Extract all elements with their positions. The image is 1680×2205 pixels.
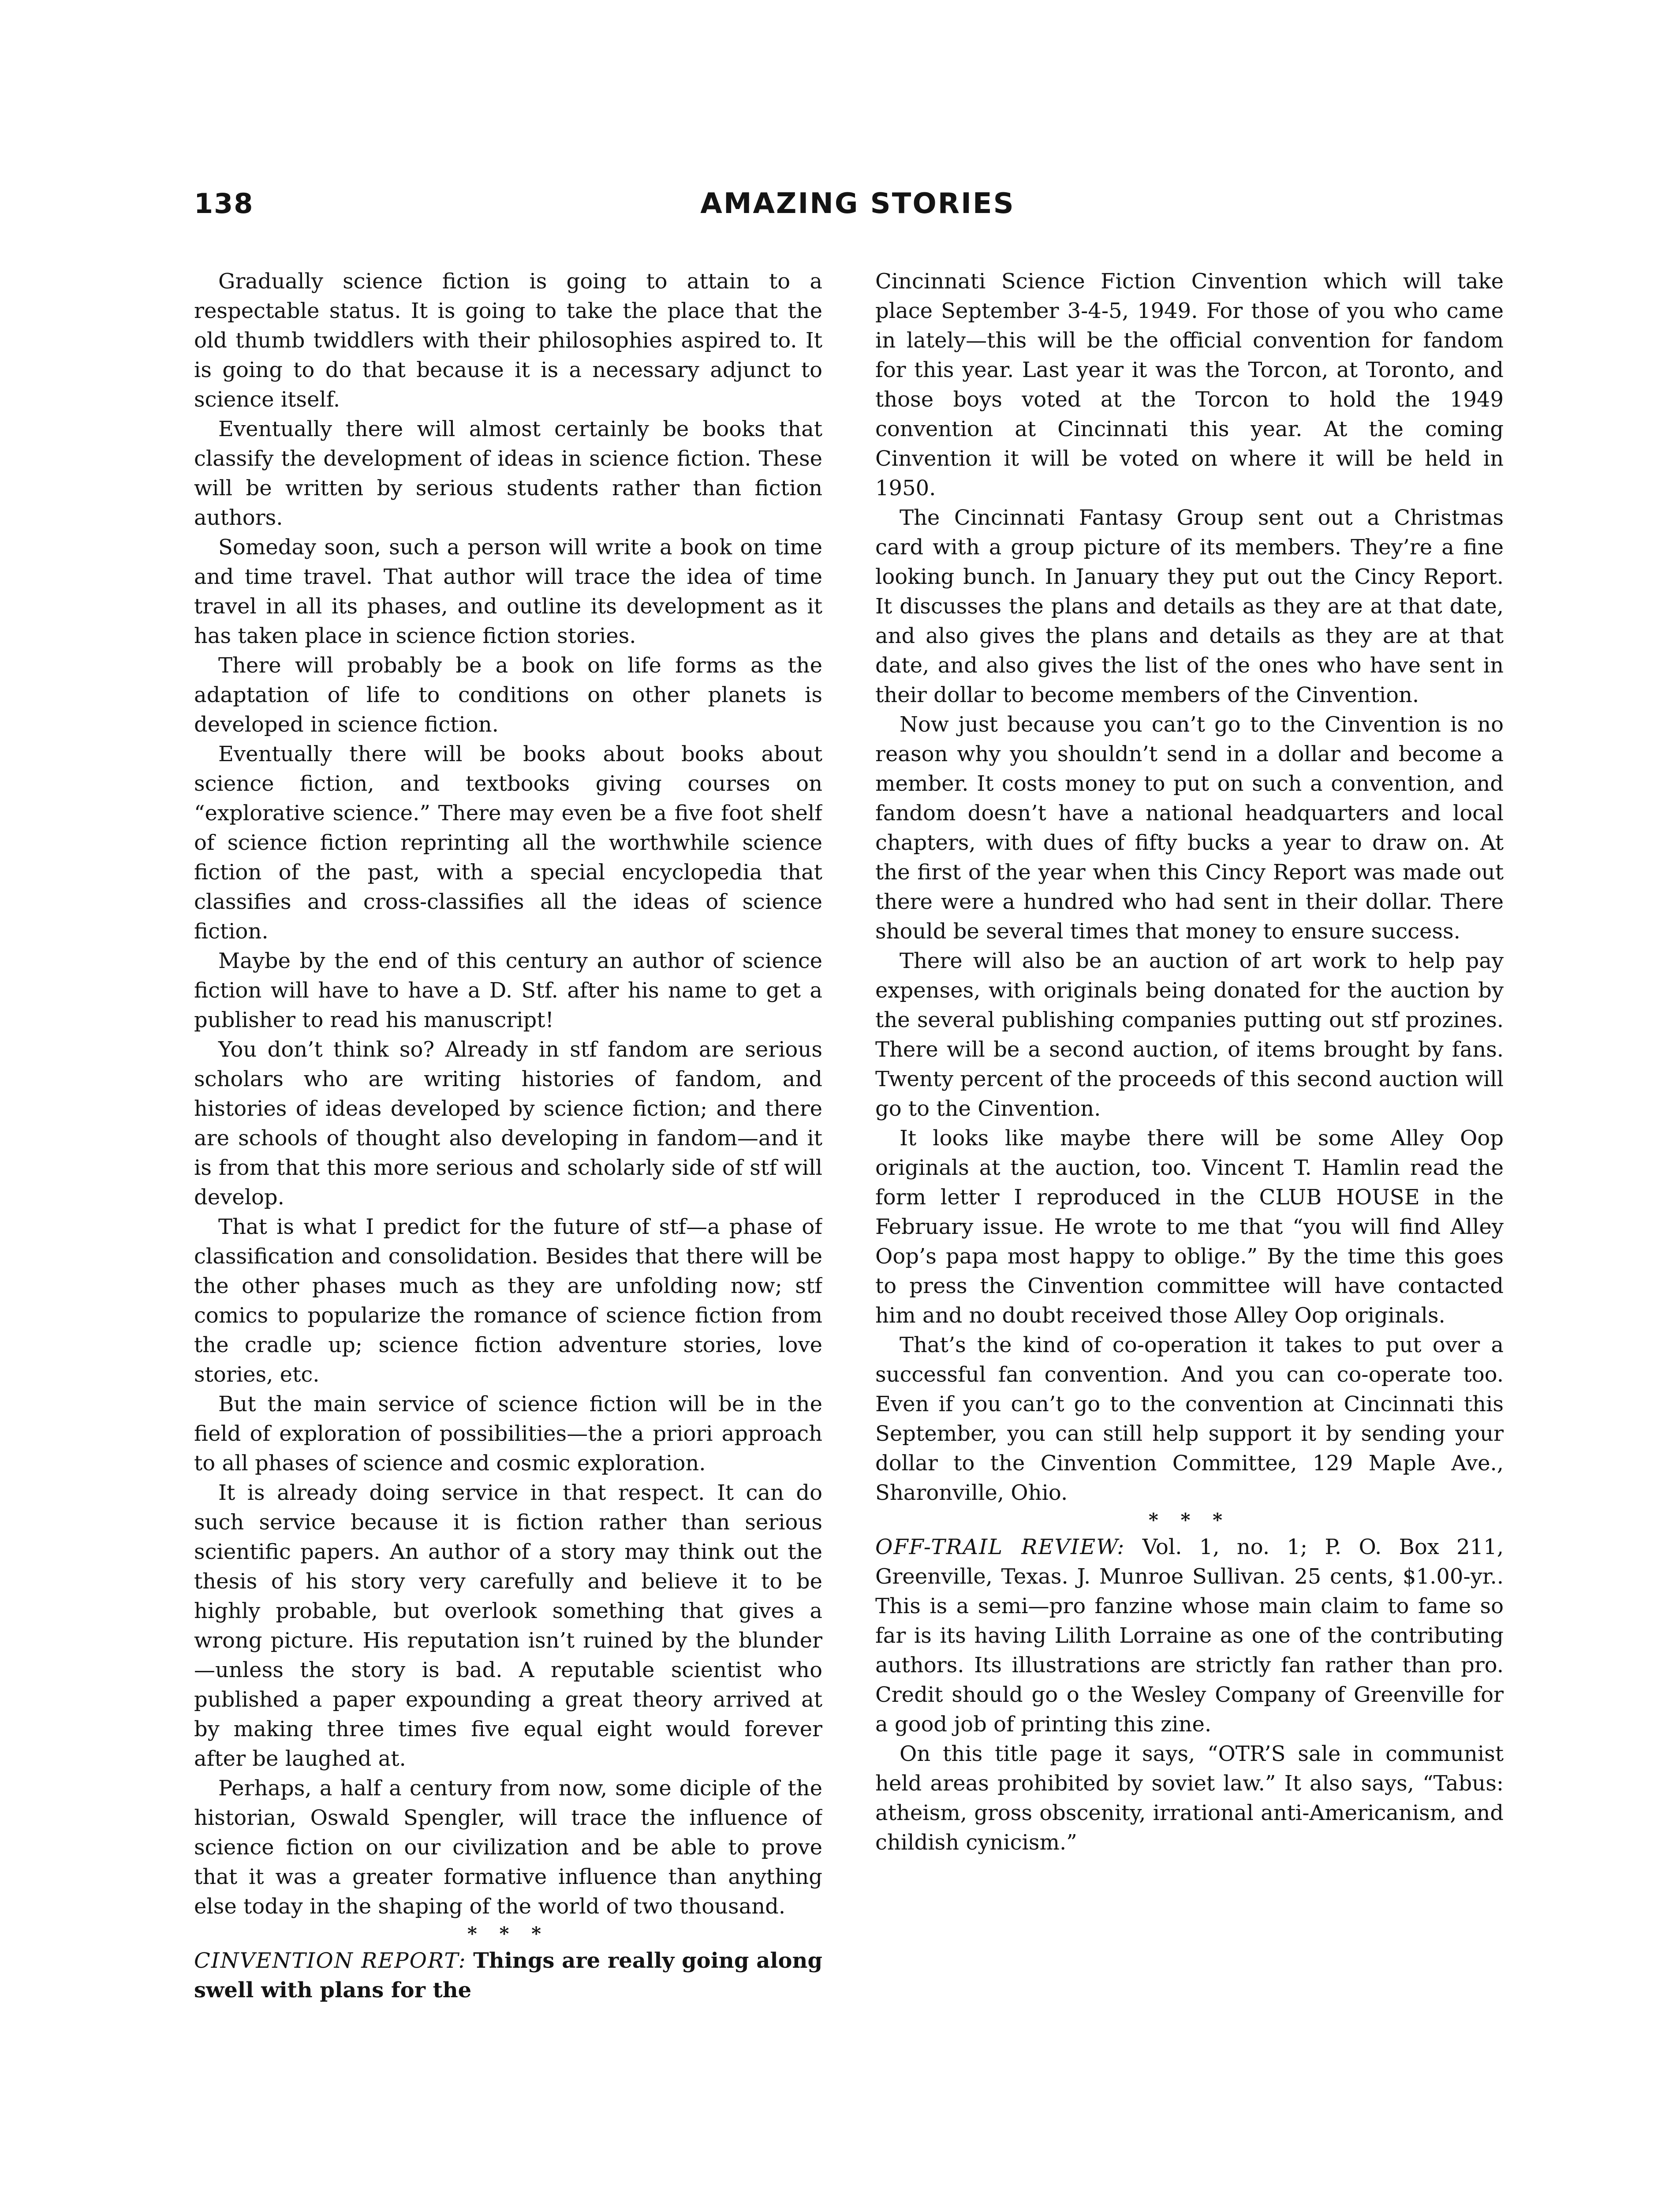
page-number: 138 — [194, 187, 254, 220]
cinvention-report-title: CINVENTION REPORT: — [194, 1948, 467, 1973]
paragraph: Eventually there will be books about books about science fiction, and textbooks giving courses on “explorative science.” There may even be a five foot shelf of science fiction reprinting all the worthwhile science fiction of the past, with a special encyclopedia that classifies and cross-classifies all the ideas of science fiction. — [194, 742, 822, 944]
running-title: AMAZING STORIES — [700, 187, 1015, 220]
off-trail-review-text: Vol. 1, no. 1; P. O. Box 211, Greenville, Texas. J. Munroe Sullivan. 25 cents, $1.00-yr.. This is a semi—pro fanzine whose main claim to fame so far is its having Lilith Lorraine as one of the contributing authors. Its illustrations are strictly fan rather than pro. Credit should go o the Wesley Company of Greenville for a good job of printing this zine. — [875, 1535, 1504, 1737]
paragraph: There will also be an auction of art work to help pay expenses, with originals being donated for the auction by the several publishing companies putting out stf prozines. There will be a second auction, of items brought by fans. Twenty percent of the proceeds of this second auction will go to the Cinvention. — [875, 949, 1504, 1121]
paragraph: The Cincinnati Fantasy Group sent out a Christmas card with a group picture of its members. They’re a fine looking bunch. In January they put out the Cincy Report. It discusses the plans and details as they are at that date, and also gives the plans and details as they are at that date, and also gives the list of the ones who have sent in their dollar to become members of the Cinvention. — [875, 505, 1504, 707]
section-separator: * * * — [467, 1923, 549, 1944]
paragraph: It looks like maybe there will be some Alley Oop originals at the auction, too. Vincent T. Hamlin read the form letter I reproduced in the CLUB HOUSE in the February issue. He wrote to me that “you will find Alley Oop’s papa most happy to oblige.” By the time this goes to press the Cinvention committee will have contacted him and no doubt received those Alley Oop originals. — [875, 1126, 1504, 1328]
paragraph: Gradually science fiction is going to attain to a respectable status. It is going to take the place that the old thumb twiddlers with their philosophies aspired to. It is going to do that because it is a necessary adjunct to science itself. — [194, 269, 822, 412]
section-separator: * * * — [1148, 1509, 1231, 1531]
off-trail-review-paragraph — [875, 1532, 1504, 1739]
paragraph: That’s the kind of co-operation it takes to put over a successful fan convention. And you can co-operate too. Even if you can’t go to the convention at Cincinnati this September, you can still help support it by sending your dollar to the Cinvention Committee, 129 Maple Ave., Sharonville, Ohio. — [875, 1333, 1504, 1505]
paragraph: Maybe by the end of this century an author of science fiction will have to have a D. Stf. after his name to get a publisher to read his manuscript! — [194, 949, 822, 1032]
paragraph: Cincinnati Science Fiction Cinvention which will take place September 3-4-5, 1949. For those of you who came in lately—this will be the official convention for fandom for this year. Last year it was the Torcon, at Toronto, and those boys voted at the Torcon to hold the 1949 convention at Cincinnati this year. At the coming Cinvention it will be voted on where it will be held in 1950. — [875, 269, 1504, 501]
paragraph: It is already doing service in that respect. It can do such service because it is fiction rather than serious scientific papers. An author of a story may think out the thesis of his story very carefully and believe it to be highly probable, but overlook something that gives a wrong picture. His reputation isn’t ruined by the blunder—unless the story is bad. A reputable scientist who published a paper expounding a great theory arrived at by making three times five equal eight would forever after be laughed at. — [194, 1480, 822, 1771]
paragraph: There will probably be a book on life forms as the adaptation of life to conditions on other planets is developed in science fiction. — [194, 653, 822, 737]
paragraph: Perhaps, a half a century from now, some diciple of the historian, Oswald Spengler, will trace the influence of science fiction on our civilization and be able to prove that it was a greater formative influence than anything else today in the shaping of the world of two thousand. — [194, 1776, 822, 1919]
cinvention-report-lead: Things are really going along swell with plans for the — [194, 1948, 822, 2003]
paragraph: Someday soon, such a person will write a book on time and time travel. That author will trace the idea of time travel in all its phases, and outline its development as it has taken place in science fiction stories. — [194, 535, 822, 648]
cinvention-report-paragraph — [194, 1946, 822, 2005]
paragraph: But the main service of science fiction will be in the field of exploration of possibilities—the a priori approach to all phases of science and cosmic exploration. — [194, 1392, 822, 1476]
off-trail-review-title: OFF-TRAIL REVIEW: — [875, 1535, 1125, 1559]
paragraph: You don’t think so? Already in stf fandom are serious scholars who are writing histories of fandom, and histories of ideas developed by science fiction; and there are schools of thought also developing in fandom—and it is from that this more serious and scholarly side of stf will develop. — [194, 1037, 822, 1210]
left-column — [194, 267, 822, 2205]
paragraph: On this title page it says, “OTR’S sale in communist held areas prohibited by soviet law.” It also says, “Tabus: atheism, gross obscenity, irrational anti-Americanism, and childish cynicism.” — [875, 1742, 1504, 1855]
right-column — [875, 267, 1504, 2205]
paragraph: Now just because you can’t go to the Cinvention is no reason why you shouldn’t send in a dollar and become a member. It costs money to put on such a convention, and fandom doesn’t have a national headquarters and local chapters, with dues of fifty bucks a year to draw on. At the first of the year when this Cincy Report was made out there were a hundred who had sent in their dollar. There should be several times that money to ensure success. — [875, 712, 1504, 944]
paragraph: Eventually there will almost certainly be books that classify the development of ideas in science fiction. These will be written by serious students rather than fiction authors. — [194, 417, 822, 530]
page-header — [194, 187, 1521, 236]
paragraph: That is what I predict for the future of stf—a phase of classification and consolidation. Besides that there will be the other phases much as they are unfolding now; stf comics to popularize the romance of science fiction from the cradle up; science fiction adventure stories, love stories, etc. — [194, 1215, 822, 1387]
